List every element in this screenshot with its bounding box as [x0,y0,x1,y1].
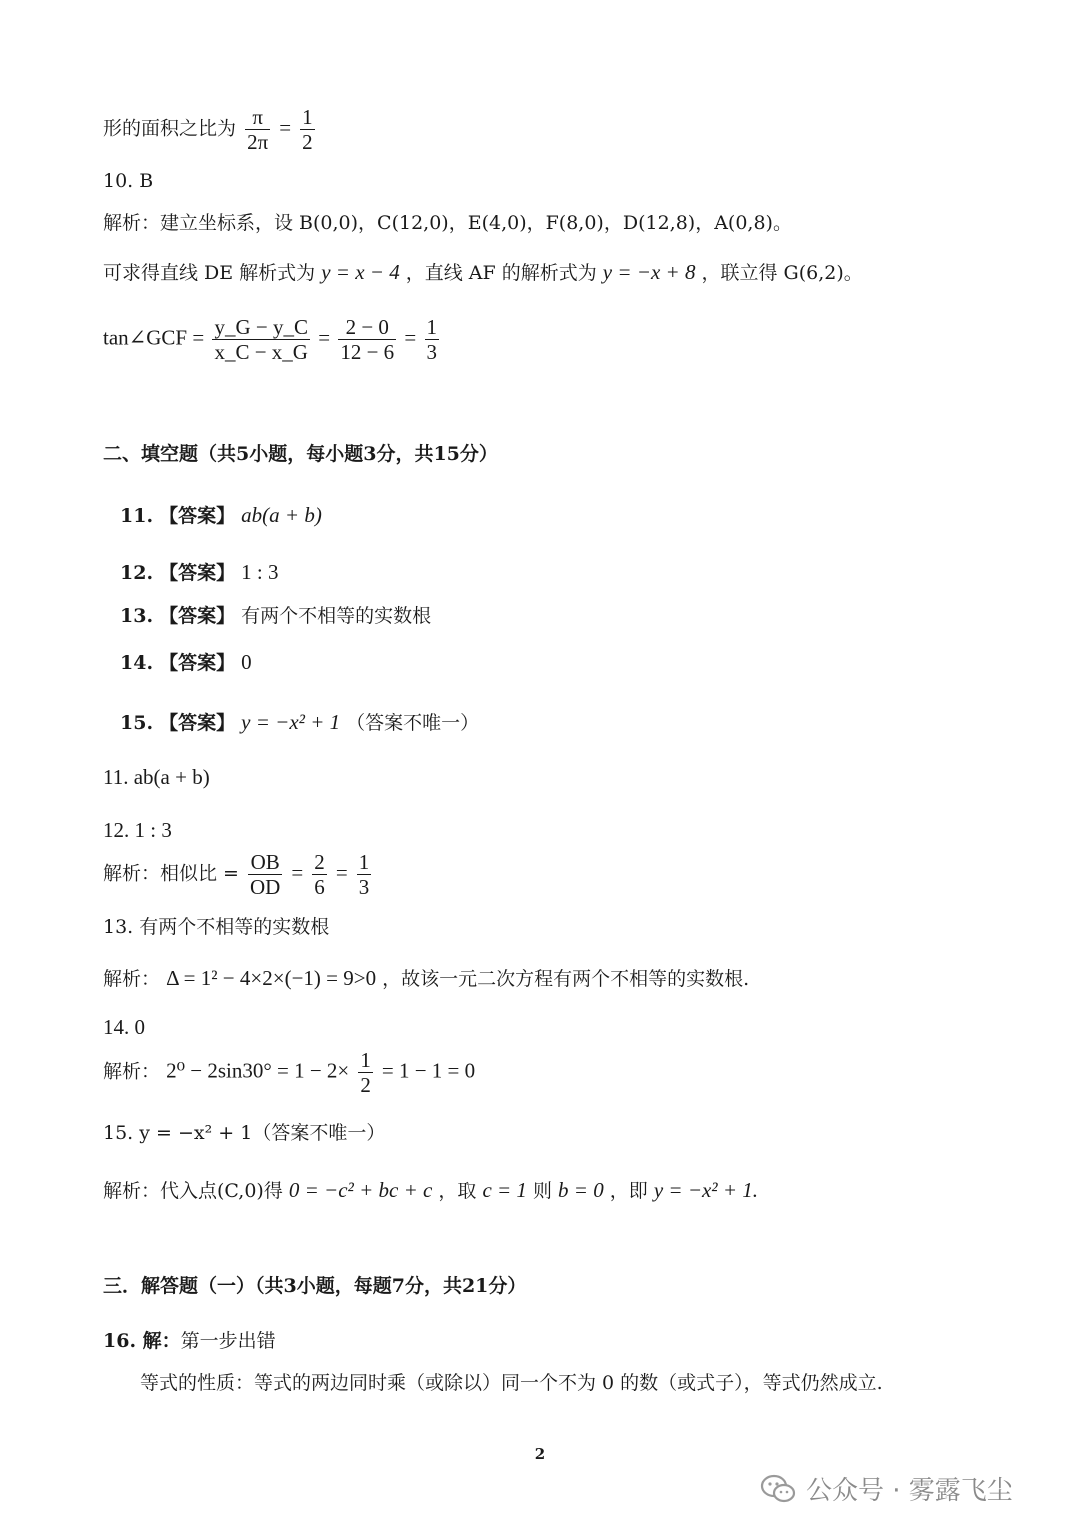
fraction [300,105,315,154]
text-span: 解析： [103,968,161,990]
text-span: 第一步出错 [180,1330,276,1352]
numerator: OB [248,850,282,875]
solution-11: 11. ab(a + b) [103,765,210,789]
denominator: 2 [302,130,313,155]
q16-label: 16. 解： [103,1330,181,1352]
denominator: 2 [360,1073,371,1098]
denominator: 3 [426,340,437,365]
numerator: y_G − y_C [214,315,308,339]
q10-heading: 10. B [103,170,154,192]
solution-12: 12. 1 : 3 [103,818,172,842]
answer-label: 【答案】 [159,652,236,674]
answer-value: 1 : 3 [241,560,279,584]
solution-12-explanation [103,850,374,899]
fraction [248,850,282,899]
fraction [245,105,270,154]
equals-sign: = [404,325,417,350]
answer-14 [120,650,252,675]
answer-number: 15. [120,712,154,734]
q10-explanation-2 [103,260,863,285]
answer-15 [120,710,479,735]
answer-note: （答案不唯一） [346,712,480,734]
math-expr: y = x − 4 [321,260,400,284]
answer-label: 【答案】 [159,505,236,527]
text-span: 解析：代入点(C,0)得 [103,1180,283,1202]
section-3-title: 三．解答题（一）（共3小题，每题7分，共21分） [103,1275,527,1297]
answer-11 [120,503,322,528]
answer-12 [120,560,279,585]
solution-15-explanation [103,1178,758,1203]
text-span: ，直线 AF 的解析式为 [405,262,597,284]
q16-heading [103,1330,276,1353]
denominator: 12 − 6 [340,340,395,365]
answer-value: 有两个不相等的实数根 [241,605,432,627]
tan-formula [103,315,442,364]
page-number: 2 [534,1445,546,1463]
denominator: 6 [314,875,325,900]
equals-sign: = [291,860,304,885]
answer-number: 14. [120,652,154,674]
text-span: 可求得直线 DE 解析式为 [103,262,316,284]
text-span: 解析：相似比 = [103,862,239,885]
answer-value: 0 [241,650,252,674]
text-line-area-ratio [103,105,318,154]
numerator: 2 [314,850,325,874]
numerator: 1 [302,105,313,129]
answer-label: 【答案】 [159,562,236,584]
numerator: 1 [426,315,437,339]
text-span: 解析： [103,1060,161,1083]
answer-number: 11. [120,505,154,527]
solution-13-explanation [103,966,749,991]
text-span: 则 [532,1180,552,1202]
solution-14: 14. 0 [103,1015,145,1039]
math-expr: 2⁰ − 2sin30° = 1 − 2× [166,1058,350,1083]
answer-value: y = −x² + 1 [241,710,341,734]
text-span: 形的面积之比为 [103,117,237,140]
fraction [358,1048,373,1097]
math-expr: 0 = −c² + bc + c [288,1178,433,1202]
equals-sign: = [279,115,292,140]
text-span: ，故该一元二次方程有两个不相等的实数根. [382,968,750,990]
numerator: 1 [360,1048,371,1072]
denominator: OD [250,875,281,900]
wechat-icon [760,1474,796,1504]
watermark-text: 公众号 · 雾露飞尘 [806,1476,1013,1506]
denominator: 2π [247,130,269,155]
math-expr: y = −x + 8 [602,260,696,284]
answer-label: 【答案】 [159,605,236,627]
fraction [312,850,327,899]
denominator: x_C − x_G [214,340,308,365]
fraction [425,315,440,364]
q10-explanation-1: 解析：建立坐标系，设 B(0,0)，C(12,0)，E(4,0)，F(8,0)，D(12,8)，A(0,8)。 [103,212,792,234]
math-expr: c = 1 [482,1178,527,1202]
section-2-title: 二、填空题（共5小题，每小题3分，共15分） [103,443,498,465]
text-span: ，即 [609,1180,648,1202]
math-expr: tan∠GCF = [103,325,205,350]
equals-sign: = [318,325,331,350]
math-expr: b = 0 [558,1178,604,1202]
numerator: 1 [358,850,370,874]
watermark [760,1470,1013,1507]
fraction [212,315,310,364]
text-span: ，联立得 G(6,2)。 [701,262,863,284]
solution-15: 15. y = −x² + 1（答案不唯一） [103,1122,386,1144]
text-span: ，取 [438,1180,477,1202]
fraction [338,315,396,364]
math-expr: = 1 − 1 = 0 [381,1058,476,1083]
answer-label: 【答案】 [159,712,236,734]
answer-number: 12. [120,562,154,584]
math-expr: Δ = 1² − 4×2×(−1) = 9>0 [166,966,377,990]
numerator: 2 − 0 [338,315,396,340]
answer-value: ab(a + b) [241,503,322,527]
math-expr: y = −x² + 1. [653,1178,759,1202]
solution-14-explanation [103,1048,475,1097]
q16-explanation: 等式的性质：等式的两边同时乘（或除以）同一个不为 0 的数（或式子），等式仍然成立. [140,1372,883,1394]
solution-13: 13. 有两个不相等的实数根 [103,916,330,938]
answer-number: 13. [120,605,154,627]
denominator: 3 [358,875,370,900]
fraction [357,850,372,899]
answer-13 [120,605,431,628]
numerator: π [245,105,270,130]
equals-sign: = [335,860,348,885]
